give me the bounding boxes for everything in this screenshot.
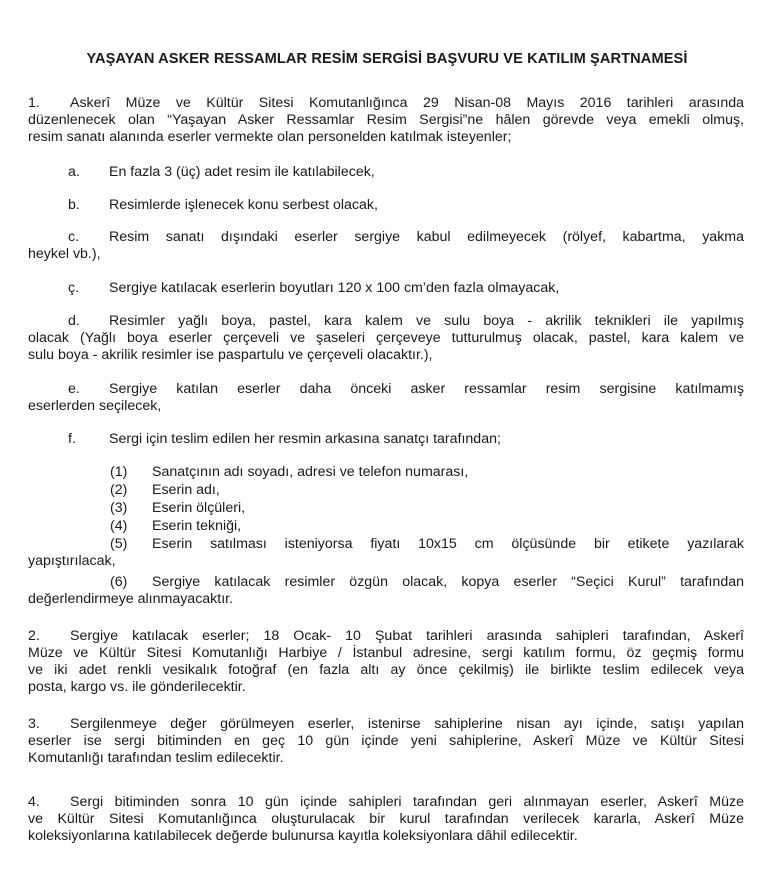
sub-item-text: sulu boya - akrilik resimler ise paspartulu ve çerçeveli olacaktır.), [28, 347, 433, 363]
list-item-text: Sergiye katılacak resimler özgün olacak, kopya eserler “Seçici Kurul” tarafından [152, 574, 744, 590]
sub-item-text: eserlerden seçilecek, [28, 398, 162, 414]
paragraph-text: Müze ve Kültür Sitesi Komutanlığı Harbiye / İstanbul adresine, sergi katılım formu, öz geçmiş formu [28, 645, 744, 661]
paragraph-number: 4. [28, 794, 40, 810]
list-item-label: (6) [110, 574, 128, 590]
list-item-text: Sanatçının adı soyadı, adresi ve telefon numarası, [152, 464, 469, 480]
document-title: YAŞAYAN ASKER RESSAMLAR RESİM SERGİSİ BAŞVURU VE KATILIM ŞARTNAMESİ [86, 51, 688, 67]
sub-item-text: Resimlerde işlenecek konu serbest olacak, [109, 197, 378, 213]
list-item-label: (3) [110, 500, 128, 516]
paragraph-2 [28, 628, 744, 696]
paragraph-number: 3. [28, 716, 40, 732]
paragraph-number: 1. [28, 95, 40, 111]
sub-item-label: f. [68, 431, 76, 447]
paragraph-text: Sergiye katılacak eserler; 18 Ocak- 10 Şubat tarihleri arasında sahipleri tarafından, Askerî [70, 628, 744, 644]
sub-item-label: ç. [68, 280, 80, 296]
paragraph-text: koleksiyonlarına katılabilecek değerde bulunursa kayıtla koleksiyonlara dâhil edilecektir. [28, 828, 578, 844]
sub-item-label: b. [68, 197, 80, 213]
paragraph-4 [28, 794, 744, 845]
sub-item-label: c. [68, 229, 80, 245]
list-item-6 [28, 574, 744, 608]
paragraph-text: Sergilenmeye değer görülmeyen eserler, istenirse sahiplerine nisan ayı içinde, satışı yapılan [70, 716, 744, 732]
sub-item-label: a. [68, 164, 80, 180]
sub-item-text: Sergiye katılan eserler daha önceki asker ressamlar resim sergisine katılmamış [109, 381, 744, 397]
paragraph-number: 2. [28, 628, 40, 644]
sub-item-text: Resimler yağlı boya, pastel, kara kalem ve sulu boya - akrilik teknikleri ile yapılmış [109, 313, 744, 329]
paragraph-text: ve iki adet renkli vesikalık fotoğraf (en fazla altı ay önce çekilmiş) ile birlikte teslim edilecek veya [28, 662, 744, 678]
paragraph-text: ve Kültür Sitesi Komutanlığınca oluşturulacak bir kurul tarafından verilecek kararla, Askerî Müze [28, 811, 744, 827]
sub-item-d [28, 313, 744, 364]
list-item-label: (2) [110, 482, 128, 498]
sub-item-text: Sergiye katılacak eserlerin boyutları 120 x 100 cm’den fazla olmayacak, [109, 280, 560, 296]
paragraph-text: düzenlenecek olan “Yaşayan Asker Ressamlar Resim Sergisi”ne hâlen görevde veya emekli olmuş, [28, 112, 744, 128]
list-item-text: Eserin ölçüleri, [152, 500, 246, 516]
list-item-label: (4) [110, 518, 128, 534]
sub-item-c [28, 229, 744, 263]
list-item-text: Eserin adı, [152, 482, 220, 498]
list-item-5 [28, 536, 744, 570]
sub-item-e [28, 381, 744, 415]
sub-item-text: Resim sanatı dışındaki eserler sergiye kabul edilmeyecek (rölyef, kabartma, yakma [109, 229, 744, 245]
sub-item-label: e. [68, 381, 80, 397]
paragraph-text: Sergi bitiminden sonra 10 gün içinde sahipleri tarafından geri alınmayan eserler, Askerî Müze [70, 794, 744, 810]
paragraph-text: resim sanatı alanında eserler vermekte olan personelden katılmak isteyenler; [28, 129, 512, 145]
list-item-text: yapıştırılacak, [28, 553, 116, 569]
list-item-text: değerlendirmeye alınmayacaktır. [28, 591, 234, 607]
paragraph-1 [28, 95, 744, 146]
list-item-text: Eserin tekniği, [152, 518, 242, 534]
list-item-label: (5) [110, 536, 128, 552]
sub-item-text: olacak (Yağlı boya eserler çerçeveli ve şaseleri çerçeveye tutturulmuş olacak, pastel, kara kalem ve [28, 330, 744, 346]
sub-item-label: d. [68, 313, 80, 329]
paragraph-text: posta, kargo vs. ile gönderilecektir. [28, 679, 246, 695]
paragraph-text: eserler ise sergi bitiminden en geç 10 gün içinde yeni sahiplerine, Askerî Müze ve Kültür Sitesi [28, 733, 744, 749]
paragraph-text: Komutanlığı tarafından teslim edilecektir. [28, 750, 284, 766]
sub-item-text: En fazla 3 (üç) adet resim ile katılabilecek, [109, 164, 375, 180]
paragraph-3 [28, 716, 744, 767]
list-item-text: Eserin satılması isteniyorsa fiyatı 10x15 cm ölçüsünde bir etikete yazılarak [152, 536, 744, 552]
paragraph-text: Askerî Müze ve Kültür Sitesi Komutanlığınca 29 Nisan-08 Mayıs 2016 tarihleri arasında [70, 95, 744, 111]
sub-item-text: Sergi için teslim edilen her resmin arkasına sanatçı tarafından; [109, 431, 501, 447]
sub-item-text: heykel vb.), [28, 246, 101, 262]
list-item-label: (1) [110, 464, 128, 480]
